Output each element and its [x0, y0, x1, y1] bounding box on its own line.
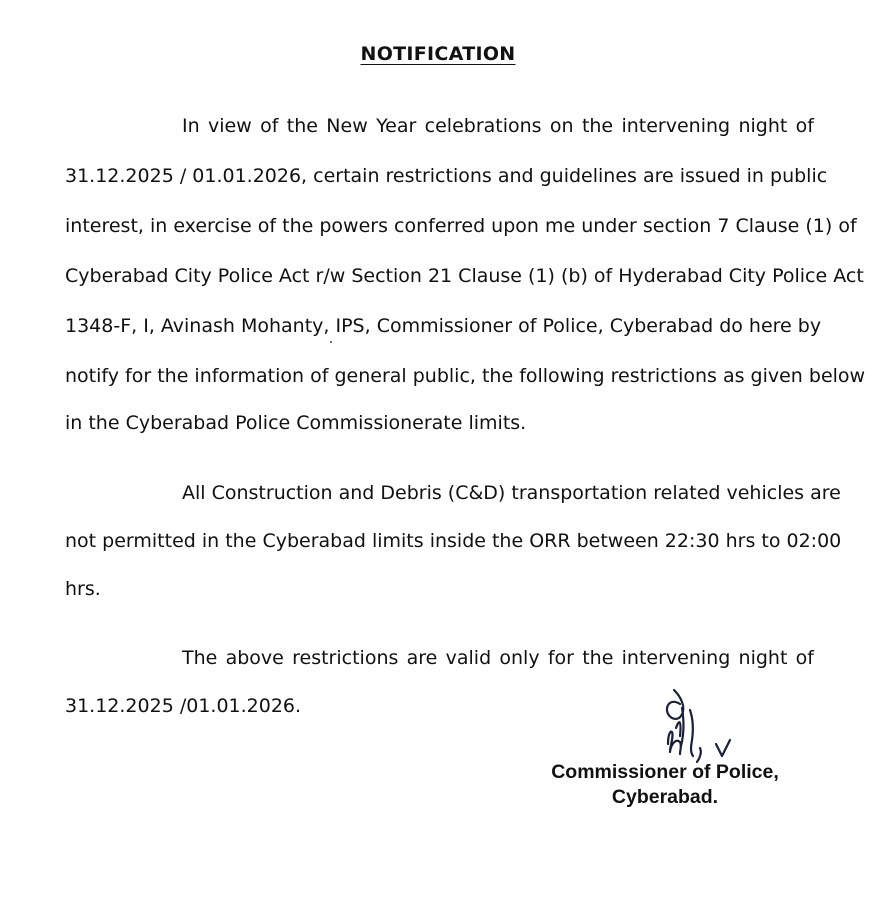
- paragraph-2-line-3: hrs.: [65, 578, 101, 600]
- paragraph-3-line-2: 31.12.2025 /01.01.2026.: [65, 695, 302, 717]
- paragraph-1-line-3: interest, in exercise of the powers conferred upon me under section 7 Clause (1) of: [65, 215, 857, 237]
- paragraph-1-line-4: Cyberabad City Police Act r/w Section 21 Clause (1) (b) of Hyderabad City Police Act: [65, 265, 864, 287]
- scan-speck: [330, 341, 332, 343]
- paragraph-1-line-5: 1348-F, I, Avinash Mohanty, IPS, Commissioner of Police, Cyberabad do here by: [65, 315, 822, 337]
- page-title: NOTIFICATION: [360, 43, 516, 65]
- signatory-block: [530, 760, 800, 810]
- paragraph-1-line-1: In view of the New Year celebrations on the intervening night of: [182, 115, 814, 137]
- paragraph-1-line-6: notify for the information of general public, the following restrictions as given below: [65, 365, 866, 387]
- signatory-designation: Commissioner of Police,: [551, 761, 779, 783]
- paragraph-3-line-1: The above restrictions are valid only for the intervening night of: [182, 647, 814, 669]
- paragraph-1-line-7: in the Cyberabad Police Commissionerate limits.: [65, 412, 527, 434]
- paragraph-2-line-2: not permitted in the Cyberabad limits inside the ORR between 22:30 hrs to 02:00: [65, 530, 842, 552]
- paragraph-2-line-1: All Construction and Debris (C&D) transportation related vehicles are: [182, 482, 841, 504]
- paragraph-1-line-2: 31.12.2025 / 01.01.2026, certain restrictions and guidelines are issued in public: [65, 165, 828, 187]
- signatory-place: Cyberabad.: [611, 786, 719, 808]
